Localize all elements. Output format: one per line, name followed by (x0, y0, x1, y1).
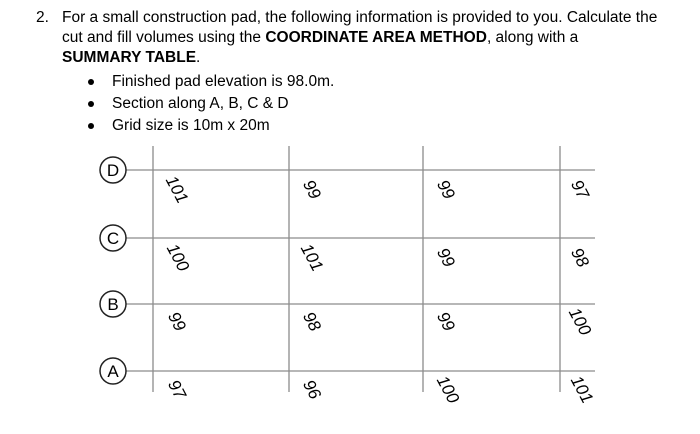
elevation-value: 96 (299, 376, 325, 403)
elevation-value: 97 (567, 176, 593, 203)
section-letter: C (106, 229, 120, 248)
elevation-value: 99 (433, 176, 459, 203)
question-line-1: For a small construction pad, the following information is provided to you. Calculate the (62, 9, 658, 26)
grid-size-text: Grid size is 10m x 20m (112, 117, 270, 134)
elevation-value: 99 (433, 244, 459, 271)
question-line-3-end: . (196, 49, 201, 66)
question-line-2-end: , along with a (486, 29, 579, 46)
elevation-value: 100 (432, 372, 463, 407)
section-label-d (100, 157, 126, 183)
elevation-value: 99 (164, 308, 190, 335)
question-line-2-start: cut and fill volumes using the (62, 29, 266, 46)
pad-elevation-text: Finished pad elevation is 98.0m. (112, 73, 335, 90)
elevation-value: 98 (299, 308, 325, 335)
section-label-c (100, 225, 126, 251)
elevation-value: 101 (566, 372, 597, 407)
elevation-value: 101 (161, 172, 192, 207)
elevation-value: 97 (164, 376, 190, 403)
summary-table-label: SUMMARY TABLE (62, 49, 197, 66)
section-letter: A (107, 362, 119, 381)
elevation-value: 101 (296, 240, 327, 275)
section-label-a (100, 358, 126, 384)
sections-text: Section along A, B, C & D (112, 95, 289, 112)
question-number: 2. (36, 9, 49, 26)
elevation-value: 99 (299, 176, 325, 203)
elevation-value: 99 (433, 308, 459, 335)
section-letter: B (107, 295, 119, 314)
method-name: COORDINATE AREA METHOD (265, 29, 487, 46)
elevation-value: 100 (564, 304, 595, 339)
elevation-value: 98 (567, 244, 593, 271)
section-letter: D (106, 161, 120, 180)
section-label-b (100, 291, 126, 317)
elevation-value: 100 (162, 240, 193, 275)
